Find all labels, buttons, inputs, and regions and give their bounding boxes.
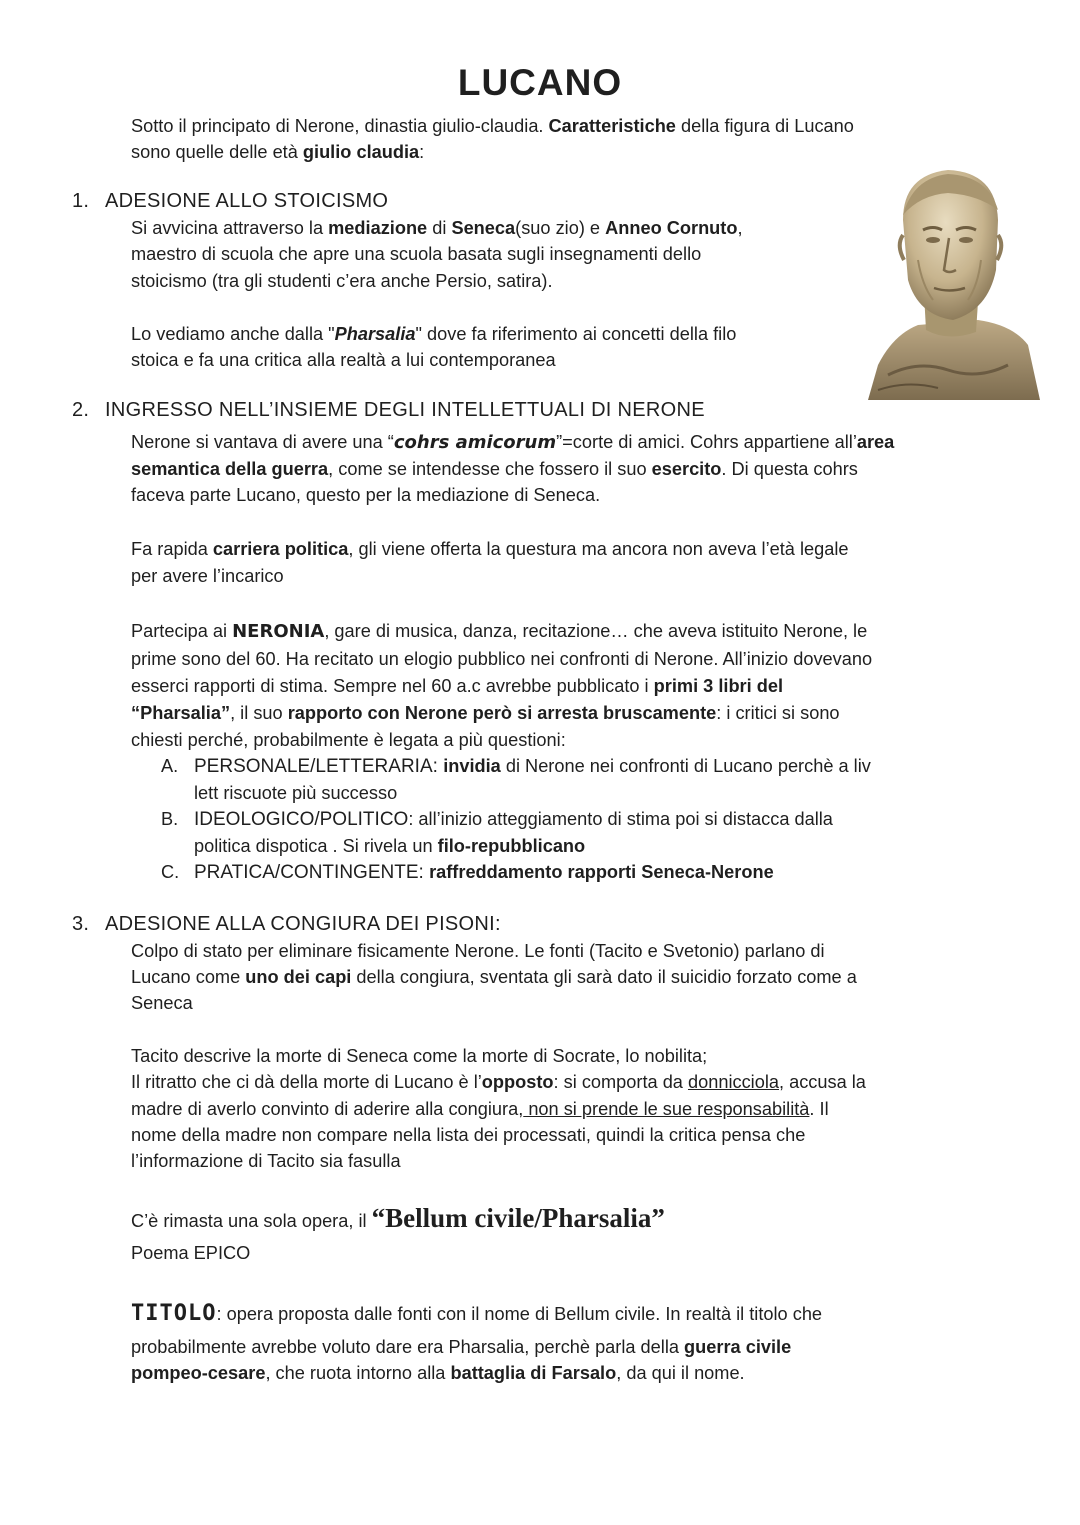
bold-text: esercito [651,459,722,479]
text: della congiura, sventata gli sarà dato il suicidio forzato come a [351,967,857,987]
s3-line-5 [131,1069,866,1096]
underlined-text: non si prende le sue responsabilità [523,1099,810,1119]
text: Nerone si vantava di avere una “ [131,432,394,452]
s3-line-7: nome della madre non compare nella lista dei processati, quindi la critica pensa che [131,1125,806,1145]
text: : si comporta da [553,1072,688,1092]
text: PRATICA/CONTINGENTE: [194,862,430,883]
s1-line-5: stoica e fa una critica alla realtà a lui contemporanea [131,350,556,370]
s2-line-5: per avere l’incarico [131,566,284,586]
s2-line-1 [131,429,894,457]
bold-text: area [856,432,895,452]
section-2-heading: INGRESSO NELL’INSIEME DEGLI INTELLETTUALI DI NERONE [105,399,705,421]
s2-line-2 [131,456,858,483]
s1-line-3: stoicismo (tra gli studenti c’era anche Persio, satira). [131,271,553,291]
s3-line-6 [131,1096,829,1123]
list-letter-a: A. [161,756,179,776]
list-item-c-line-1 [194,859,774,887]
intro-text: Sotto il principato di Nerone, dinastia giulio-claudia. [131,116,549,136]
intro-text: : [419,142,425,162]
bold-text: raffreddamento rapporti Seneca-Nerone [429,862,774,882]
text: esserci rapporti di stima. Sempre nel 60 a.c avrebbe pubblicato i [131,676,654,696]
bold-text: filo-repubblicano [437,836,586,856]
bold-text: “Pharsalia” [131,703,231,723]
text: , [737,218,743,238]
bold-text: pompeo-cesare [131,1363,266,1383]
list-item-b-line-1 [194,806,833,834]
text: " dove fa riferimento ai concetti della filo [415,324,737,344]
s3-line-3: Seneca [131,993,193,1013]
bold-italic-text: cohrs amicorum [393,432,557,453]
lucano-bust-image [848,160,1042,400]
s3-line-2 [131,964,857,991]
s3-line-1: Colpo di stato per eliminare fisicamente Nerone. Le fonti (Tacito e Svetonio) parlano di [131,941,825,961]
s2-line-3: faceva parte Lucano, questo per la mediazione di Seneca. [131,485,601,505]
work-title: “Bellum civile/Pharsalia” [371,1203,665,1233]
text: : opera proposta dalle fonti con il nome di Bellum civile. In realtà il titolo che [216,1304,823,1324]
bold-text: semantica della guerra [131,459,329,479]
text: , gare di musica, danza, recitazione… che aveva istituito Nerone, le [324,621,868,641]
text: Lucano come [131,967,246,987]
text: , come se intendesse che fossero il suo [328,459,652,479]
text: politica dispotica . Si rivela un [194,836,438,856]
list-item-b-line-2 [194,833,585,860]
text: probabilmente avrebbe voluto dare era Pharsalia, perchè parla della [131,1337,685,1357]
intro-line-2 [131,139,424,166]
opera-line-1 [131,1205,665,1235]
text: . Di questa cohrs [721,459,858,479]
bold-text: opposto [481,1072,554,1092]
s3-line-4: Tacito descrive la morte di Seneca come la morte di Socrate, lo nobilita; [131,1046,708,1066]
bold-text: Seneca [451,218,516,238]
intro-line-1 [131,113,854,140]
bold-text: uno dei capi [245,967,352,987]
text: , da qui il nome. [616,1363,745,1383]
bold-text: mediazione [328,218,428,238]
s2-line-8 [131,673,783,700]
text: , il suo [230,703,288,723]
text: di Nerone nei confronti di Lucano perchè a liv [500,756,871,776]
s2-line-6 [131,618,867,646]
text: PERSONALE/LETTERARIA: [194,756,444,777]
s2-line-4 [131,536,849,563]
titolo-label: TITOLO [131,1301,217,1326]
section-3-number: 3. [72,913,90,935]
intro-text: sono quelle delle età [131,142,303,162]
text: , accusa la [778,1072,866,1092]
text: : i critici si sono [716,703,840,723]
text: C’è rimasta una sola opera, il [131,1211,372,1231]
text: IDEOLOGICO/POLITICO [194,809,409,830]
s1-line-1 [131,215,743,242]
text: (suo zio) e [515,218,606,238]
text: Il ritratto che ci dà della morte di Lucano è l’ [131,1072,482,1092]
bold-text: rapporto con Nerone però si arresta bruscamente [287,703,717,723]
s2-line-10: chiesti perché, probabilmente è legata a più questioni: [131,730,566,750]
list-letter-b: B. [161,809,179,829]
bold-text: battaglia di Farsalo [450,1363,617,1383]
opera-line-2: Poema EPICO [131,1243,251,1263]
bold-text: Anneo Cornuto [605,218,738,238]
list-item-a-line-2: lett riscuote più successo [194,783,398,803]
section-3-heading: ADESIONE ALLA CONGIURA DEI PISONI: [105,913,501,935]
text: : all’inizio atteggiamento di stima poi si distacca dalla [408,809,833,829]
page-title: LUCANO [457,62,623,103]
text: , che ruota intorno alla [265,1363,451,1383]
s1-line-2: maestro di scuola che apre una scuola basata sugli insegnamenti dello [131,244,702,264]
bold-text: carriera politica [212,539,349,559]
text: ”=corte di amici. Cohrs appartiene all’ [556,432,857,452]
intro-text: della figura di Lucano [675,116,854,136]
text: Partecipa ai [131,621,233,641]
s3-line-8: l’informazione di Tacito sia fasulla [131,1151,401,1171]
underlined-text: donnicciola [687,1072,779,1092]
section-1-heading: ADESIONE ALLO STOICISMO [105,190,389,212]
bold-text: invidia [443,756,501,776]
list-letter-c: C. [161,862,180,882]
list-item-a-line-1 [194,753,871,781]
bold-text: NERONIA [232,621,325,642]
section-1-number: 1. [72,190,90,212]
titolo-line-2 [131,1334,791,1361]
s2-line-7: prime sono del 60. Ha recitato un elogio pubblico nei confronti di Nerone. All’inizio dovevano [131,649,873,669]
intro-bold: giulio claudia [302,142,420,162]
intro-bold: Caratteristiche [548,116,676,136]
text: Lo vediamo anche dalla " [131,324,335,344]
bold-text: guerra civile [684,1337,792,1357]
titolo-line-3 [131,1360,745,1387]
text: , gli viene offerta la questura ma ancora non aveva l’età legale [348,539,849,559]
text: . Il [809,1099,829,1119]
s2-line-9 [131,700,840,727]
text: Fa rapida [131,539,213,559]
bold-italic-text: Pharsalia [334,324,416,344]
text: Si avvicina attraverso la [131,218,329,238]
text: madre di averlo convinto di aderire alla congiura, [131,1099,524,1119]
text: di [427,218,452,238]
s1-line-4 [131,321,736,348]
titolo-line-1 [131,1301,822,1328]
section-2-number: 2. [72,399,90,421]
bold-text: primi 3 libri del [653,676,784,696]
